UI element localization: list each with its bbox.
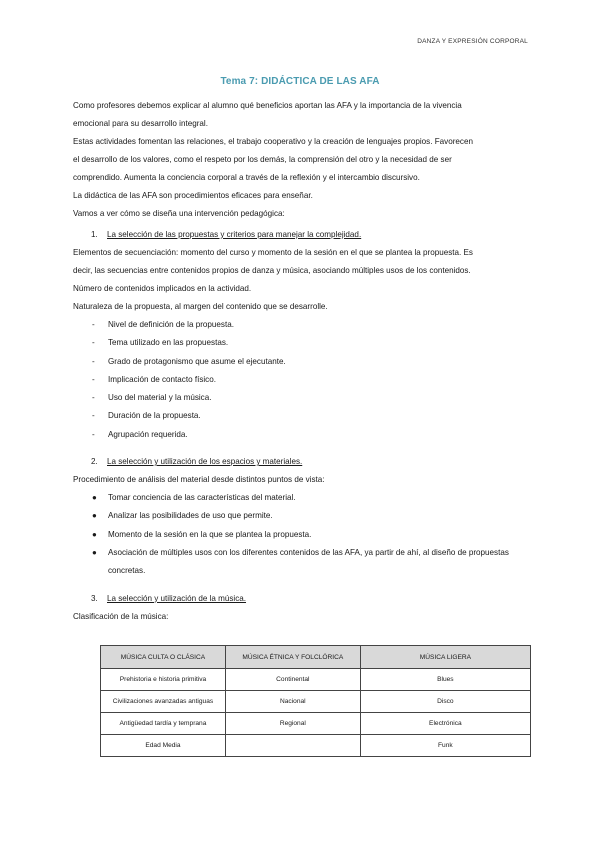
- list-item: - Agrupación requerida.: [73, 426, 533, 444]
- intro-line: el desarrollo de los valores, como el respeto por los demás, la comprensión del otro y la necesidad de ser: [73, 155, 452, 164]
- list-item: ● Momento de la sesión en la que se plantea la propuesta.: [73, 526, 533, 544]
- bullet-marker: ●: [92, 529, 97, 539]
- music-classification-table: [100, 645, 531, 757]
- table-row: [101, 713, 531, 735]
- section-heading-1: [73, 226, 533, 244]
- table-header-cell: MÚSICA CULTA O CLÁSICA: [101, 646, 226, 669]
- section-line: Naturaleza de la propuesta, al margen del contenido que se desarrolle.: [73, 302, 328, 311]
- dash-marker: -: [92, 429, 95, 439]
- list-item: - Duración de la propuesta.: [73, 407, 533, 425]
- table-row: [101, 735, 531, 757]
- section-line: decir, las secuencias entre contenidos propios de danza y música, asociando múltiples usos de los contenidos.: [73, 266, 471, 275]
- intro-line: emocional para su desarrollo integral.: [73, 119, 208, 128]
- table-cell: Edad Media: [101, 735, 226, 757]
- dash-marker: -: [92, 320, 95, 329]
- list-item: - Implicación de contacto físico.: [73, 371, 533, 389]
- document-title: Tema 7: DIDÁCTICA DE LAS AFA: [220, 76, 380, 87]
- list-item: - Uso del material y la música.: [73, 389, 533, 407]
- section-title: La selección y utilización de la música.: [107, 593, 247, 603]
- list-item: ● Analizar las posibilidades de uso que permite.: [73, 507, 533, 525]
- list-item: ● Asociación de múltiples usos con los diferentes contenidos de las AFA, ya partir de ahí, al diseño de propuestas concretas.: [73, 544, 533, 581]
- intro-line: La didáctica de las AFA son procedimientos eficaces para enseñar.: [73, 191, 313, 200]
- intro-line: Estas actividades fomentan las relaciones, el trabajo cooperativo y la creación de lenguajes propios. Favorecen: [73, 137, 473, 146]
- table-cell: Regional: [225, 713, 360, 735]
- document-body: [73, 97, 533, 626]
- section-heading-2: [73, 453, 533, 471]
- section-line: Clasificación de la música:: [73, 611, 169, 621]
- section-number: 3.: [91, 593, 98, 603]
- dash-marker: -: [92, 374, 95, 384]
- list-item: - Tema utilizado en las propuestas.: [73, 334, 533, 352]
- page-header: DANZA Y EXPRESIÓN CORPORAL: [417, 38, 528, 45]
- table-cell: Antigüedad tardía y temprana: [101, 713, 226, 735]
- table-header-cell: MÚSICA LIGERA: [360, 646, 530, 669]
- bullet-marker: ●: [92, 547, 97, 557]
- section-title: La selección de las propuestas y criterios para manejar la complejidad.: [107, 230, 362, 239]
- dash-marker: -: [92, 393, 95, 403]
- intro-line: Como profesores debemos explicar al alumno qué beneficios aportan las AFA y la importancia de la vivencia: [73, 101, 462, 110]
- table-header-cell: MÚSICA ÉTNICA Y FOLCLÓRICA: [225, 646, 360, 669]
- section-line: Procedimiento de análisis del material desde distintos puntos de vista:: [73, 475, 325, 485]
- table-cell: Disco: [360, 691, 530, 713]
- dash-marker: -: [92, 338, 95, 348]
- bullet-marker: ●: [92, 511, 97, 521]
- table-cell: Prehistoria e historia primitiva: [101, 669, 226, 691]
- intro-line: Vamos a ver cómo se diseña una intervención pedagógica:: [73, 209, 285, 218]
- bullet-marker: ●: [92, 493, 97, 503]
- list-item: - Grado de protagonismo que asume el ejecutante.: [73, 353, 533, 371]
- table-cell: Continental: [225, 669, 360, 691]
- table-row: [101, 691, 531, 713]
- table-cell: Electrónica: [360, 713, 530, 735]
- section-number: 1.: [91, 230, 98, 239]
- table-cell: Funk: [360, 735, 530, 757]
- table-header-row: [101, 646, 531, 669]
- table-cell: Civilizaciones avanzadas antiguas: [101, 691, 226, 713]
- section-line: Elementos de secuenciación: momento del curso y momento de la sesión en el que se plantea la propuesta. Es: [73, 248, 473, 257]
- table-cell: Nacional: [225, 691, 360, 713]
- section-heading-3: [73, 590, 533, 608]
- dash-marker: -: [92, 356, 95, 366]
- table-row: [101, 669, 531, 691]
- intro-line: comprendido. Aumenta la conciencia corporal a través de la reflexión y el intercambio discursivo.: [73, 173, 420, 182]
- table-cell: [225, 735, 360, 757]
- section-number: 2.: [91, 457, 98, 467]
- section-line: Número de contenidos implicados en la actividad.: [73, 284, 252, 293]
- table-cell: Blues: [360, 669, 530, 691]
- section-title: La selección y utilización de los espacios y materiales.: [107, 457, 303, 467]
- dash-marker: -: [92, 411, 95, 421]
- list-item: - Nivel de definición de la propuesta.: [73, 316, 533, 334]
- list-item: ● Tomar conciencia de las características del material.: [73, 489, 533, 507]
